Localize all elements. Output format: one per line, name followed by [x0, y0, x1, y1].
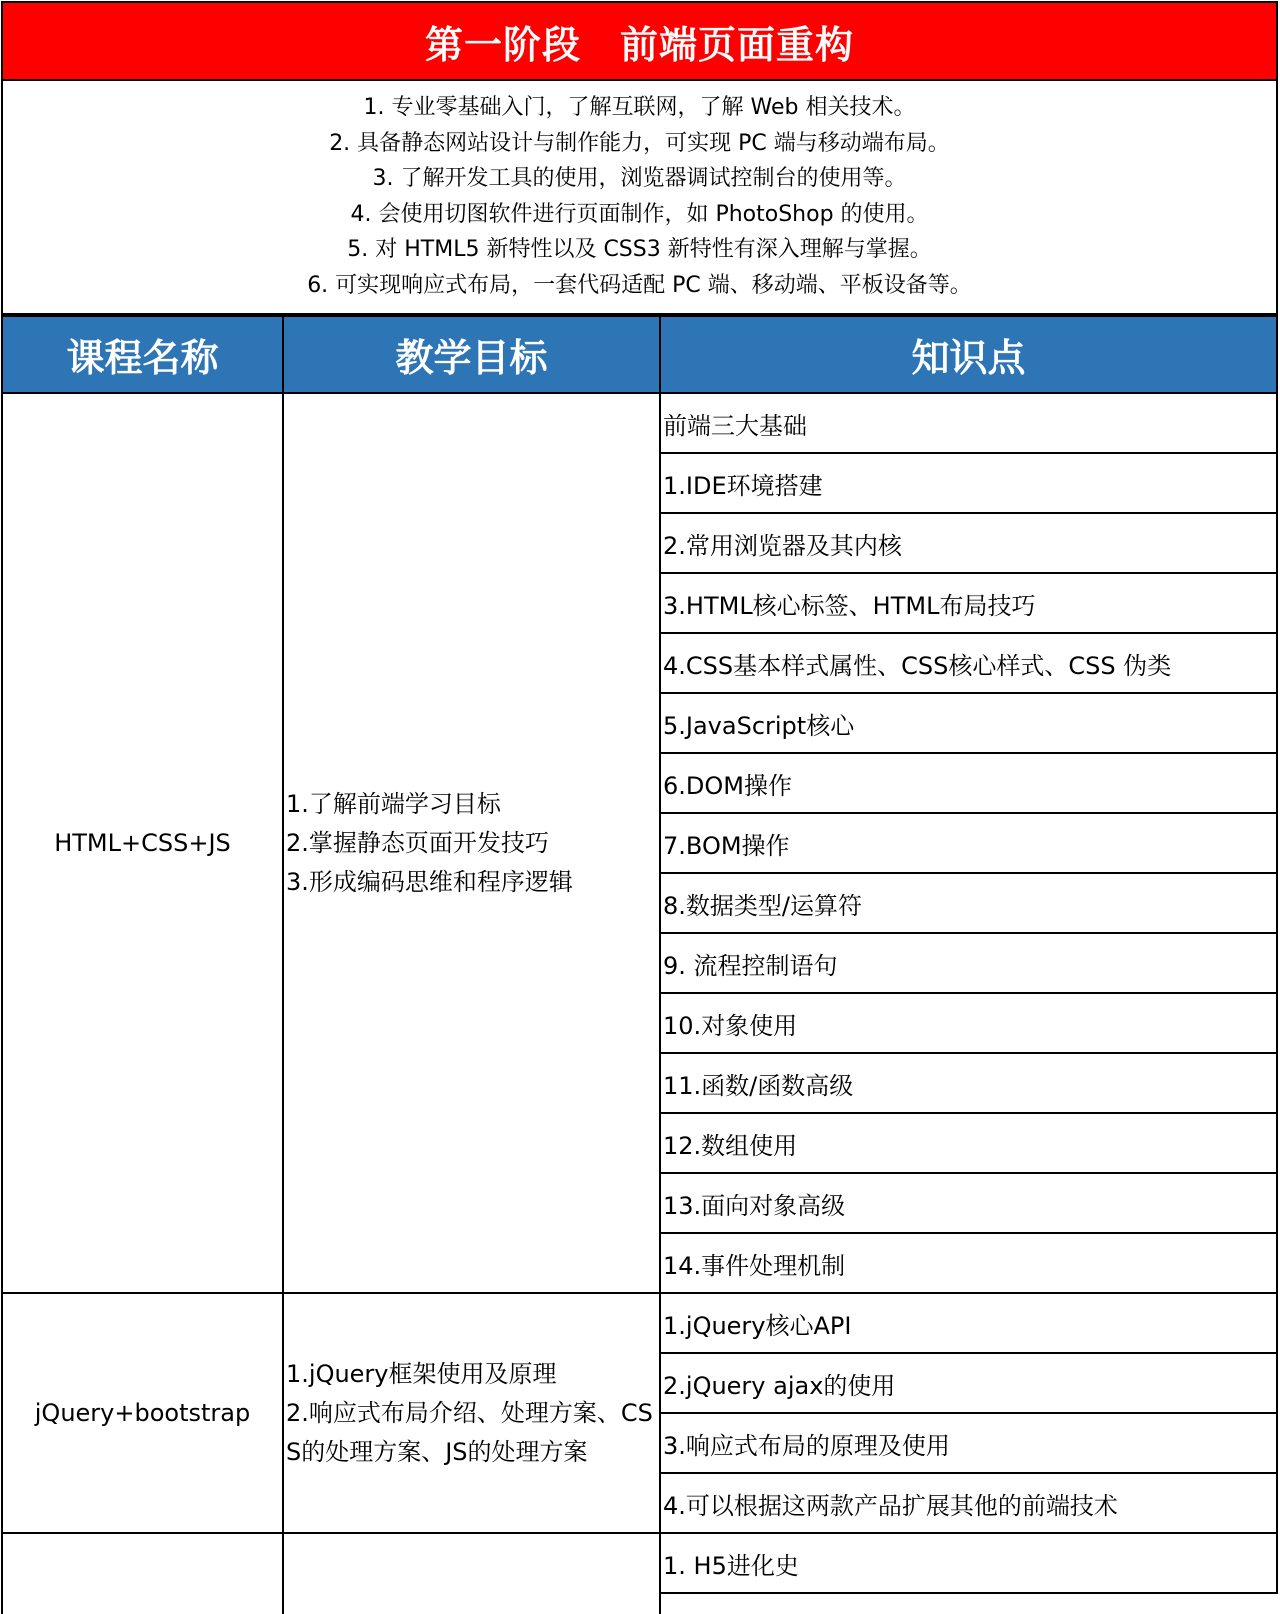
course-name-cell	[1, 1294, 284, 1534]
intro-line: 5. 对 HTML5 新特性以及 CSS3 新特性有深入理解与掌握。	[347, 237, 932, 262]
knowledge-point: 4.可以根据这两款产品扩展其他的前端技术	[661, 1474, 1278, 1534]
goal-item: 1.jQuery框架使用及原理	[286, 1359, 557, 1388]
knowledge-point: 9. 流程控制语句	[661, 934, 1278, 994]
stage-title-bar	[1, 1, 1278, 81]
knowledge-point: 4.CSS基本样式属性、CSS核心样式、CSS 伪类	[661, 634, 1278, 694]
knowledge-point: 1.jQuery核心API	[661, 1294, 1278, 1354]
knowledge-point: 2.jQuery ajax的使用	[661, 1354, 1278, 1414]
header-knowledge-point: 知识点	[661, 315, 1278, 394]
header-teaching-goal: 教学目标	[284, 315, 661, 394]
knowledge-point: 13.面向对象高级	[661, 1174, 1278, 1234]
intro-line: 6. 可实现响应式布局，一套代码适配 PC 端、移动端、平板设备等。	[307, 272, 972, 298]
knowledge-point: 3.响应式布局的原理及使用	[661, 1414, 1278, 1474]
goal-item: 3.形成编码思维和程序逻辑	[286, 867, 573, 896]
header-course-name: 课程名称	[1, 315, 284, 394]
knowledge-point: 7.BOM操作	[661, 814, 1278, 874]
knowledge-point: 12.数组使用	[661, 1114, 1278, 1174]
knowledge-point: 10.对象使用	[661, 994, 1278, 1054]
knowledge-point: 6.DOM操作	[661, 754, 1278, 814]
course-name-cell	[1, 394, 284, 1294]
stage-intro	[1, 80, 1278, 315]
knowledge-point: 1. H5进化史	[661, 1534, 1278, 1594]
goal-item: 1.了解前端学习目标	[286, 789, 501, 818]
knowledge-point: 3.HTML核心标签、HTML布局技巧	[661, 574, 1278, 634]
knowledge-point: 1.IDE环境搭建	[661, 454, 1278, 514]
knowledge-point: 11.函数/函数高级	[661, 1054, 1278, 1114]
course-name-cell	[1, 1534, 284, 1614]
intro-line: 1. 专业零基础入门，了解互联网，了解 Web 相关技术。	[363, 95, 916, 120]
course-name: jQuery+bootstrap	[34, 1399, 251, 1427]
intro-line: 3. 了解开发工具的使用，浏览器调试控制台的使用等。	[372, 166, 907, 191]
knowledge-point: 前端三大基础	[661, 394, 1278, 454]
goal-item: 2.响应式布局介绍、处理方案、CSS的处理方案、JS的处理方案	[286, 1398, 653, 1466]
goal-item: 2.掌握静态页面开发技巧	[286, 828, 549, 857]
intro-line: 2. 具备静态网站设计与制作能力，可实现 PC 端与移动端布局。	[329, 130, 950, 156]
knowledge-point: 14.事件处理机制	[661, 1234, 1278, 1294]
teaching-goal-cell	[284, 1294, 661, 1534]
teaching-goal-cell	[284, 394, 661, 1294]
intro-line: 4. 会使用切图软件进行页面制作，如 PhotoShop 的使用。	[350, 201, 929, 227]
course-name: HTML+CSS+JS	[54, 829, 231, 857]
knowledge-point: 8.数据类型/运算符	[661, 874, 1278, 934]
teaching-goal-cell	[284, 1534, 661, 1614]
knowledge-point: 2.常用浏览器及其内核	[661, 514, 1278, 574]
stage-title: 第一阶段 前端页面重构	[424, 22, 854, 67]
knowledge-point: 5.JavaScript核心	[661, 694, 1278, 754]
